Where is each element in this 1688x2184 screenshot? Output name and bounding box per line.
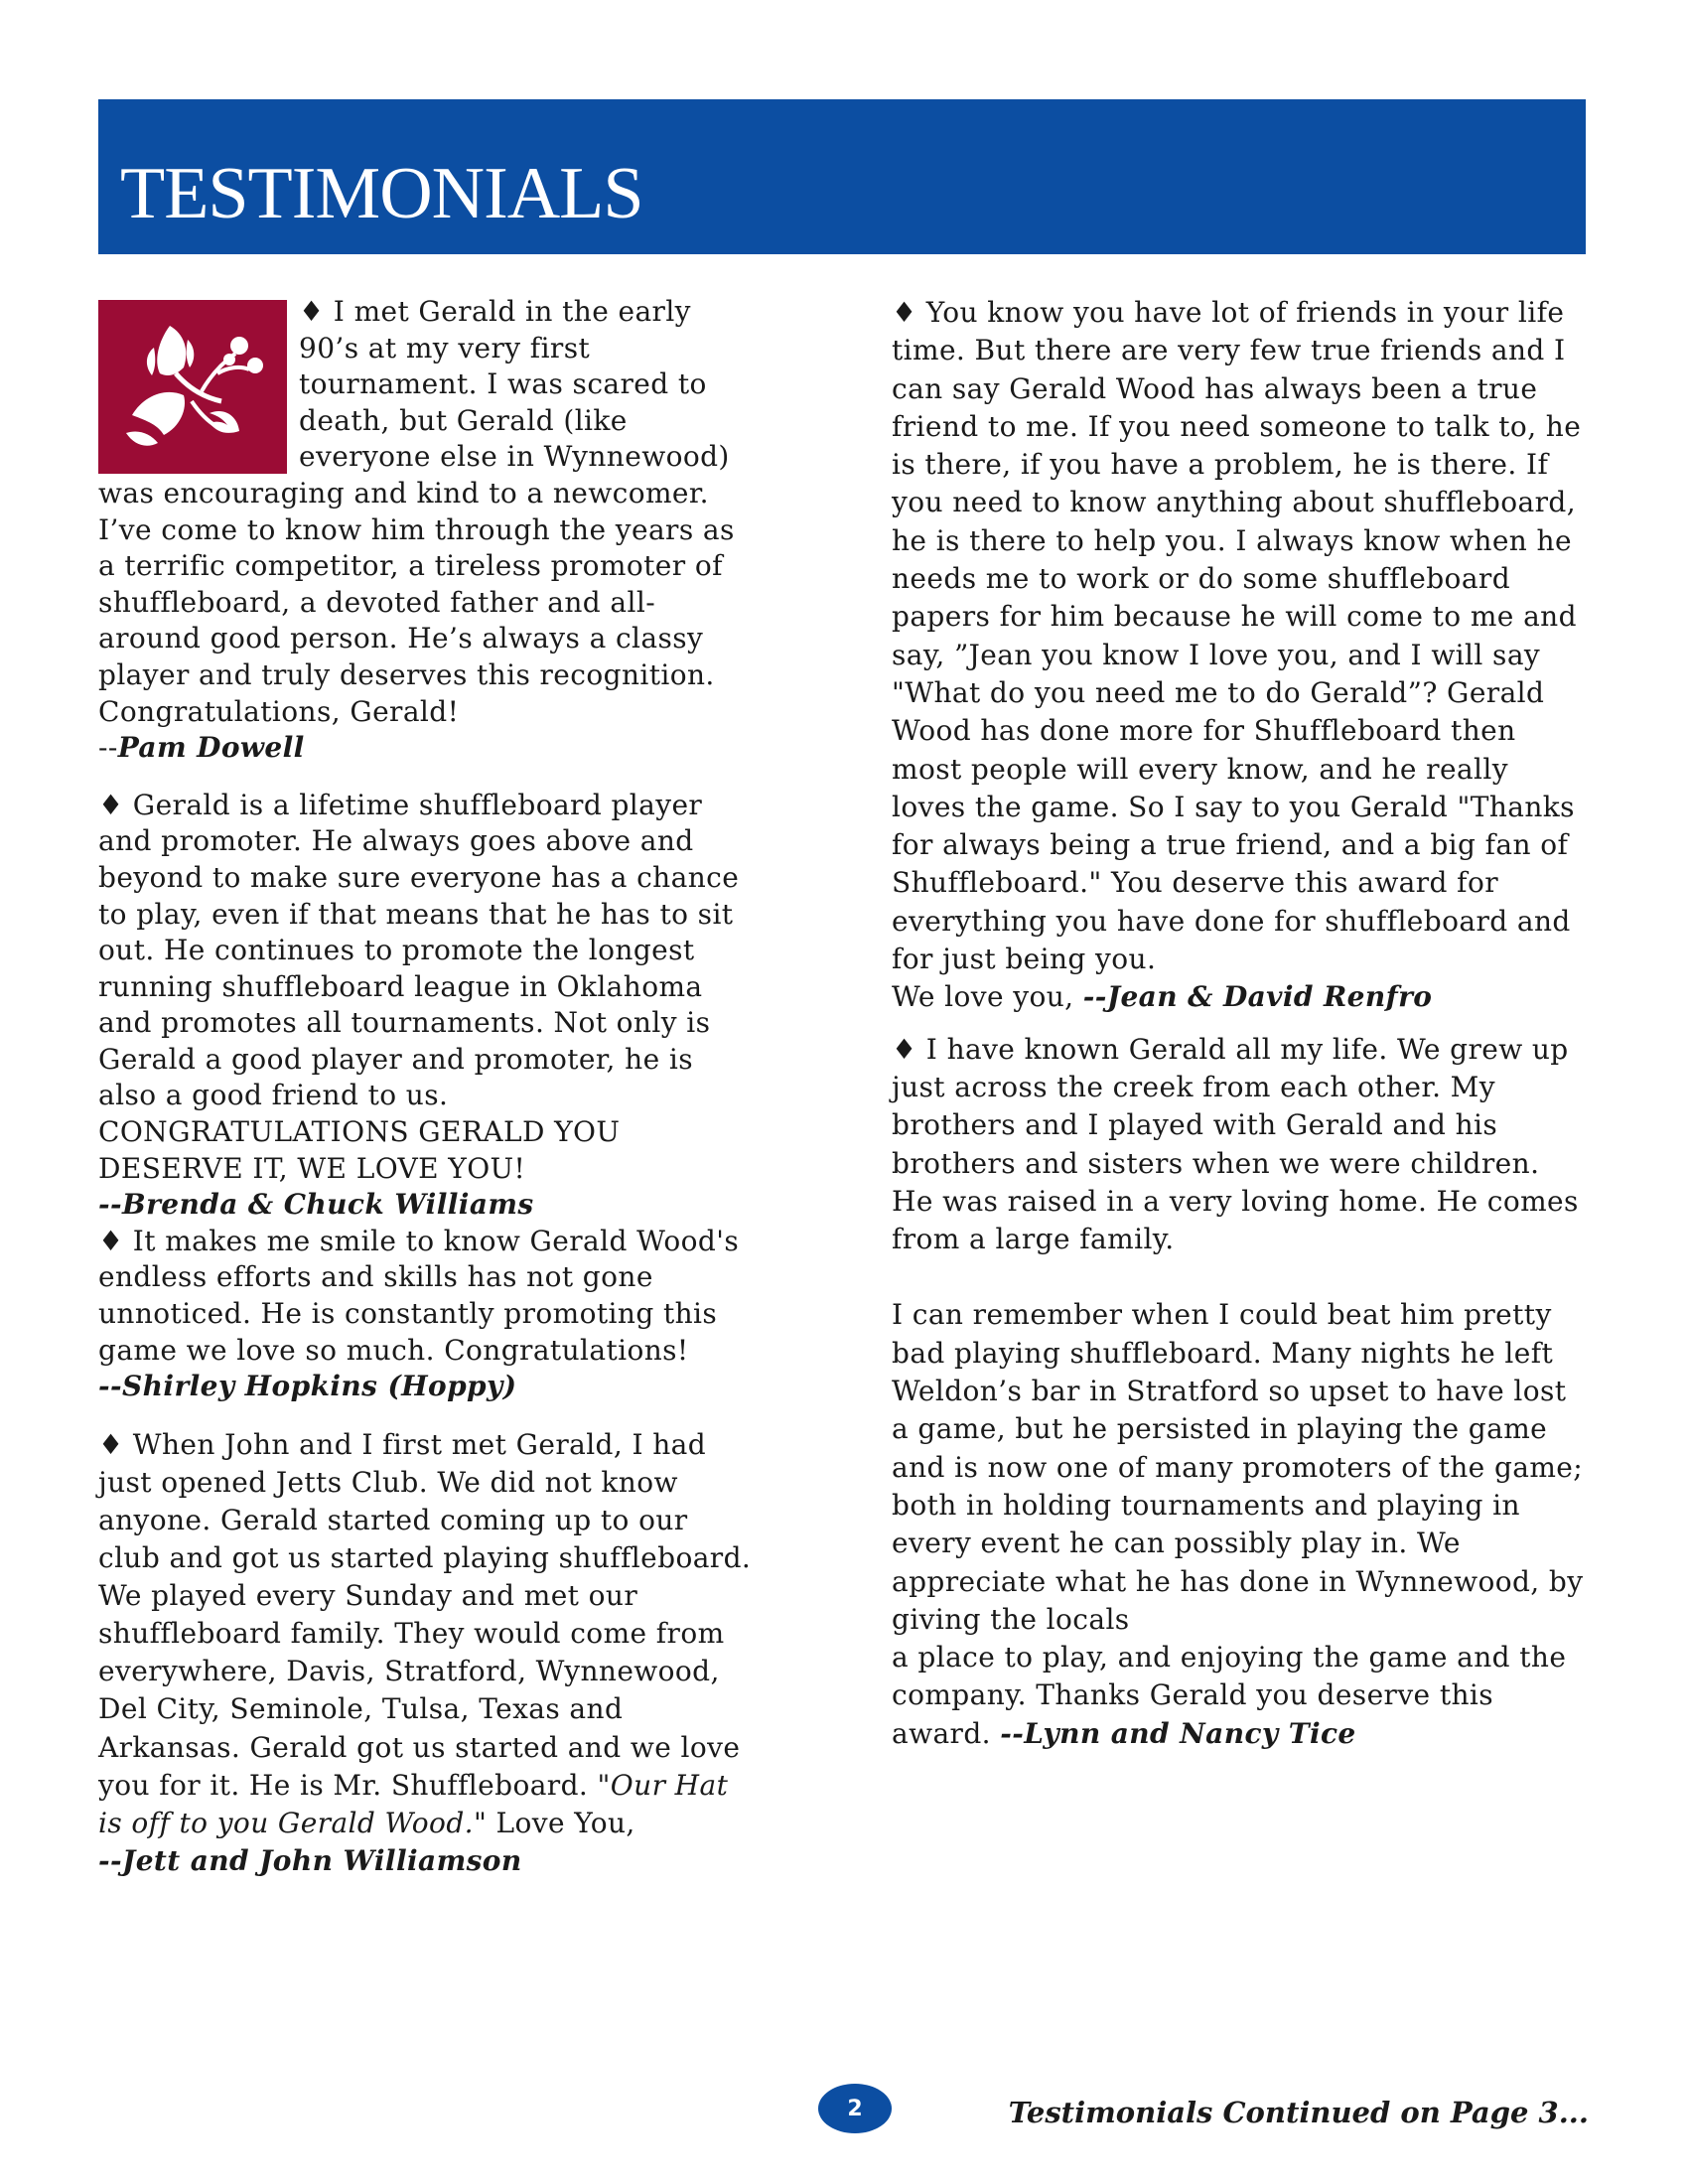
signature-closing: We love you, bbox=[892, 980, 1083, 1014]
testimonial-pam-dowell bbox=[98, 294, 754, 767]
page-number: 2 bbox=[847, 2096, 863, 2121]
testimonial-quote: "Our Hat is off to you Gerald Wood." bbox=[98, 1768, 729, 1839]
signature: --Shirley Hopkins (Hoppy) bbox=[98, 1370, 517, 1403]
testimonial-lynn-nancy-tice bbox=[892, 1031, 1587, 1753]
testimonial-closing: Love You, bbox=[487, 1806, 635, 1839]
testimonial-text: ♦ Gerald is a lifetime shuffleboard player and promoter. He always goes above and beyond to make sure everyone has a chance to play, even if that means that he has to sit out. He continues to promote the longest running shuffleboard league in Oklahoma and promotes all tournaments. Not only is Gerald a good player and promoter, he is also a good friend to us. CONGRATULATIONS GERALD YOU DESERVE IT, WE LOVE YOU! bbox=[98, 788, 740, 1185]
page-number-badge bbox=[818, 2084, 892, 2133]
page-title: TESTIMONIALS bbox=[120, 153, 643, 234]
left-column bbox=[98, 294, 754, 1880]
signature-name: --Lynn and Nancy Tice bbox=[1000, 1716, 1356, 1750]
header-banner bbox=[98, 99, 1586, 254]
signature-prefix: -- bbox=[98, 731, 118, 765]
testimonial-brenda-chuck-williams bbox=[98, 788, 754, 1224]
signature-name: --Jean & David Renfro bbox=[1082, 980, 1433, 1014]
signature bbox=[892, 978, 1587, 1016]
flower-branch-icon bbox=[98, 300, 287, 474]
right-column bbox=[892, 294, 1587, 1753]
testimonial-text: ♦ You know you have lot of friends in your life time. But there are very few true friends and I can say Gerald Wood has always been a true friend to me. If you need someone to talk to, he is there, if you have a problem, he is there. If you need to know anything about shuffleboard, he is there to help you. I always know when he needs me to work or do some shuffleboard papers for him because he will come to me and say, ”Jean you know I love you, and I will say "What do you need me to do Gerald”? Gerald Wood has done more for Shuffleboard then most people will every know, and he really loves the game. So I say to you Gerald "Thanks for always being a true friend, and a big fan of Shuffleboard." You deserve this award for everything you have done for shuffleboard and for just being you. bbox=[892, 296, 1582, 976]
testimonial-text: ♦ I met Gerald in the early 90’s at my very first tournament. I was scared to death, but Gerald (like everyone else in Wynnewood) was encouraging and kind to a newcomer. I’ve come to know him through the years as a terrific competitor, a tireless promoter of shuffleboard, a devoted father and all-around good person. He’s always a classy player and truly deserves this recognition. Congratulations, Gerald! bbox=[98, 295, 735, 728]
signature: --Jett and John Williamson bbox=[98, 1843, 522, 1877]
continued-note: Testimonials Continued on Page 3... bbox=[1008, 2096, 1589, 2129]
testimonial-closing bbox=[892, 1639, 1587, 1753]
testimonial-text-continued: I can remember when I could beat him pretty bad playing shuffleboard. Many nights he left Weldon’s bar in Stratford so upset to have lost a game, but he persisted in playing the game and is now one of many promoters of the game; both in holding tournaments and playing in every event he can possibly play in. We appreciate what he has done in Wynnewood, by giving the locals bbox=[892, 1298, 1584, 1636]
testimonial-text bbox=[98, 1426, 754, 1842]
signature-name: Pam Dowell bbox=[117, 731, 305, 765]
testimonial-jett-john-williamson bbox=[98, 1426, 754, 1880]
testimonial-closing-text: a place to play, and enjoying the game and the company. Thanks Gerald you deserve this award. bbox=[892, 1641, 1567, 1750]
testimonial-text: ♦ It makes me smile to know Gerald Wood's endless efforts and skills has not gone unnoticed. He is constantly promoting this game we love so much. Congratulations! bbox=[98, 1224, 740, 1367]
testimonial-shirley-hopkins bbox=[98, 1224, 754, 1405]
testimonial-body: ♦ When John and I first met Gerald, I had just opened Jetts Club. We did not know anyone. Gerald started coming up to our club and got us started playing shuffleboard. We played every Sunday and met our shuffleboard family. They would come from everywhere, Davis, Stratford, Wynnewood, Del City, Seminole, Tulsa, Texas and Arkansas. Gerald got us started and we love you for it. He is Mr. Shuffleboard. bbox=[98, 1427, 752, 1802]
testimonial-jean-david-renfro bbox=[892, 294, 1587, 1017]
signature bbox=[98, 730, 754, 767]
signature: --Brenda & Chuck Williams bbox=[98, 1188, 534, 1222]
testimonial-text: ♦ I have known Gerald all my life. We grew up just across the creek from each other. My brothers and I played with Gerald and his brothers and sisters when we were children. He was raised in a very loving home. He comes from a large family. bbox=[892, 1032, 1579, 1256]
